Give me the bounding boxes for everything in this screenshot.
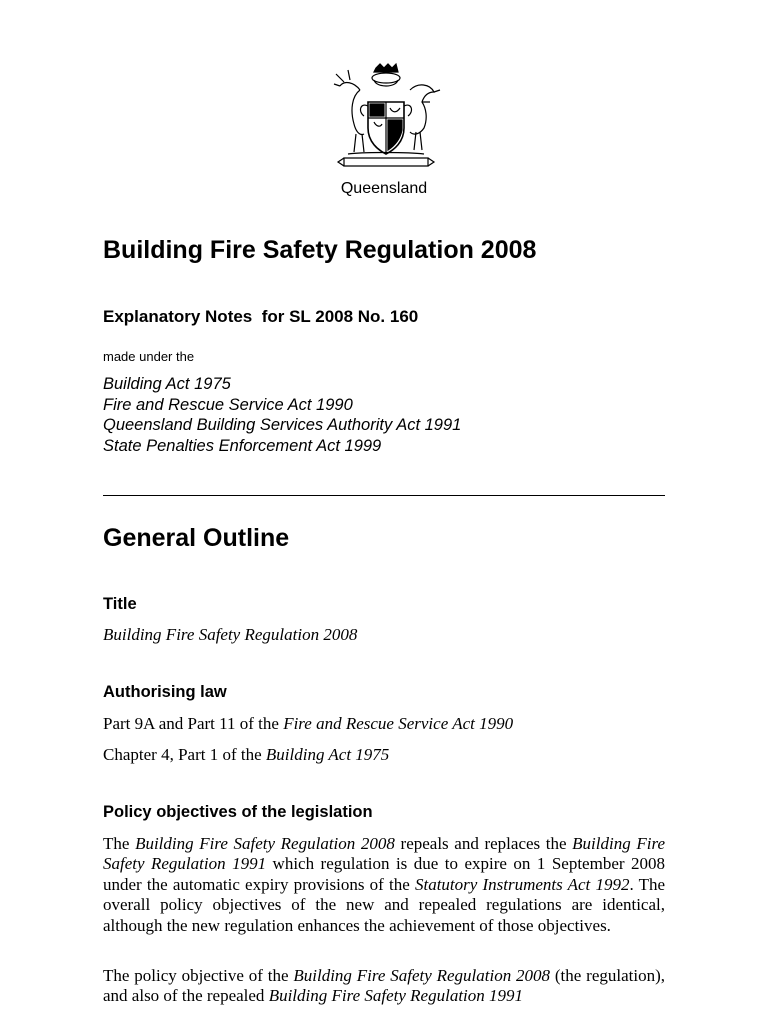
state-name: Queensland	[340, 180, 428, 197]
auth-line-1-act: Fire and Rescue Service Act 1990	[283, 714, 514, 733]
p1-text-c: repeals and replaces the	[394, 834, 573, 853]
auth-line-2-act: Building Act 1975	[265, 745, 390, 764]
p2-italic-d: Building Fire Safety Regulation 1991	[268, 986, 524, 1006]
title-text	[103, 625, 357, 645]
act-item: State Penalties Enforcement Act 1999	[103, 436, 382, 455]
p1-text-a: The	[103, 834, 136, 853]
p1-text-e: which regulation is due to expire on 1 September 2008 under the automatic expiry provisions of the	[103, 854, 666, 894]
policy-objectives-subheading: Policy objectives of the legislation	[103, 803, 373, 821]
act-item: Building Act 1975	[103, 375, 231, 393]
p2-text-c: (the regulation), and also of the repealed	[103, 966, 665, 1006]
made-under-label: made under the	[103, 349, 195, 364]
p2-italic-b: Building Fire Safety Regulation 2008	[293, 966, 551, 985]
p1-italic-d: Building Fire Safety Regulation 1991	[103, 834, 665, 874]
horizontal-divider	[103, 495, 665, 496]
authorising-law-line-2	[103, 745, 389, 765]
p1-italic-b: Building Fire Safety Regulation 2008	[135, 834, 395, 853]
auth-line-2-prefix: Chapter 4, Part 1 of the	[103, 745, 266, 764]
policy-paragraph-2	[103, 966, 665, 1007]
act-item: Fire and Rescue Service Act 1990	[103, 395, 353, 414]
enabling-acts-list	[103, 374, 461, 456]
explanatory-notes-heading: Explanatory Notes for SL 2008 No. 160	[103, 307, 419, 326]
p1-italic-f: Statutory Instruments Act 1992	[414, 874, 630, 894]
policy-paragraph-1	[103, 834, 665, 936]
general-outline-heading: General Outline	[103, 524, 290, 552]
authorising-law-line-1	[103, 714, 513, 734]
regulation-title: Building Fire Safety Regulation 2008	[103, 236, 537, 264]
auth-line-1-prefix: Part 9A and Part 11 of the	[103, 714, 284, 733]
p2-text-a: The policy objective of the	[103, 966, 294, 985]
coat-of-arms-icon	[330, 62, 442, 168]
title-italic: Building Fire Safety Regulation 2008	[103, 625, 358, 644]
title-subheading: Title	[103, 595, 137, 613]
policy-paragraph-2-container	[103, 966, 665, 1024]
authorising-law-subheading: Authorising law	[103, 683, 227, 701]
p1-text-g: . The overall policy objectives of the new and repealed regulations are identical, although the new regulation enhances the achievement of those objectives.	[103, 874, 666, 935]
act-item: Queensland Building Services Authority Act 1991	[103, 416, 462, 434]
